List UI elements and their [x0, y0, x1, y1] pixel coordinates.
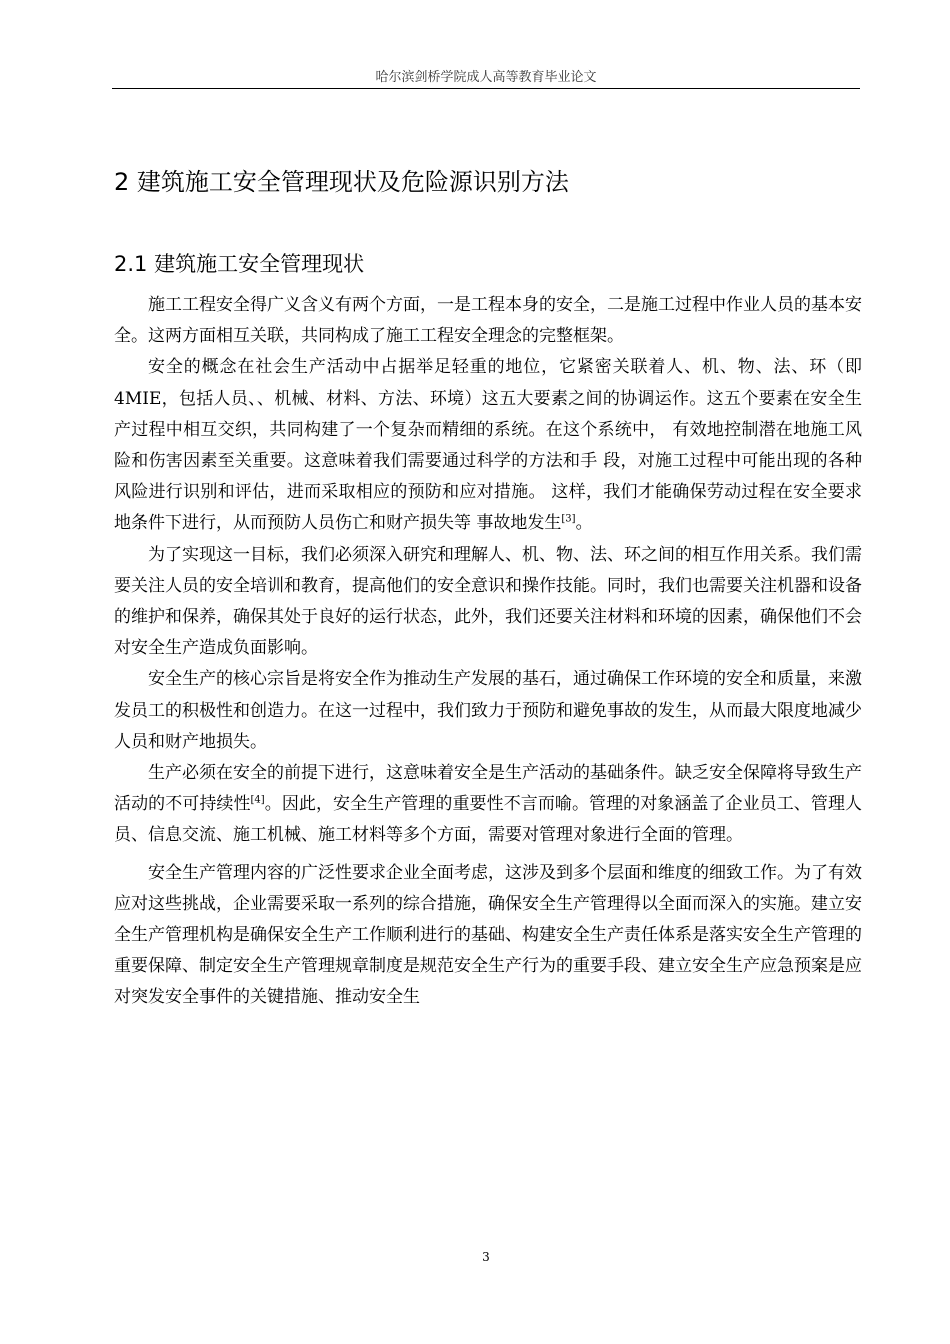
body-text — [114, 290, 862, 1014]
paragraph: 安全生产管理内容的广泛性要求企业全面考虑，这涉及到多个层面和维度的细致工作。为了有效应对这些挑战，企业需要采取一系列的综合措施，确保安全生产管理得以全面而深入的实施。建立安全生产管理机构是确保安全生产工作顺利进行的基础、构建安全生产责任体系是落实安全生产管理的重要保障、制定安全生产管理规章制度是规范安全生产行为的重要手段、建立安全生产应急预案是应对突发安全事件的关键措施、推动安全生 — [114, 862, 862, 1008]
section-title: 2.1 建筑施工安全管理现状 — [114, 252, 365, 276]
paragraph: 安全生产的核心宗旨是将安全作为推动生产发展的基石，通过确保工作环境的安全和质量，来激发员工的积极性和创造力。在这一过程中，我们致力于预防和避免事故的发生，从而最大限度地减少人员和财产地损失。 — [114, 669, 862, 752]
page-number: 3 — [482, 1250, 490, 1264]
paragraph: 施工工程安全得广义含义有两个方面，一是工程本身的安全，二是施工过程中作业人员的基本安全。这两方面相互关联，共同构成了施工工程安全理念的完整框架。 — [114, 295, 862, 347]
paragraph-text: 安全的概念在社会生产活动中占据举足轻重的地位，它紧密关联着人、机、物、法、环（即 4MIE，包括人员、、机械、材料、方法、环境）这五大要素之间的协调运作。这五个要素在安全生产过程中相互交织，共同构建了一个复杂而精细的系统。在这个系统中， 有效地控制潜在地施工风险和伤害因素至关重要。这意味着我们需要通过科学的方法和手 段，对施工过程中可能出现的各种风险进行识别和评估，进而采取相应的预防和应对措施。 这样，我们才能确保劳动过程在安全要求地条件下进行，从而预防人员伤亡和财产损失等 事故地发生 — [114, 357, 862, 534]
page-header: 哈尔滨剑桥学院成人高等教育毕业论文 — [375, 70, 597, 85]
citation-ref: [3] — [561, 513, 576, 525]
paragraph-text-end: 。 — [575, 513, 593, 534]
header-rule — [112, 88, 860, 89]
paragraph — [114, 758, 862, 852]
paragraph-text: 生产必须在安全的前提下进行，这意味着安全是生产活动的基础条件。缺乏安全保障将导致生产活动的不可持续性 — [114, 763, 862, 815]
chapter-title: 2 建筑施工安全管理现状及危险源识别方法 — [114, 168, 569, 196]
citation-ref: [4] — [250, 794, 265, 806]
paragraph — [114, 352, 862, 539]
paragraph-text-end: 。因此，安全生产管理的重要性不言而喻。管理的对象涵盖了企业员工、管理人员、信息交流、施工机械、施工材料等多个方面，需要对管理对象进行全面的管理。 — [114, 794, 863, 846]
paragraph: 为了实现这一目标，我们必须深入研究和理解人、机、物、法、环之间的相互作用关系。我们需要关注人员的安全培训和教育，提高他们的安全意识和操作技能。同时，我们也需要关注机器和设备的维护和保养，确保其处于良好的运行状态，此外，我们还要关注材料和环境的因素，确保他们不会对安全生产造成负面影响。 — [114, 544, 862, 659]
